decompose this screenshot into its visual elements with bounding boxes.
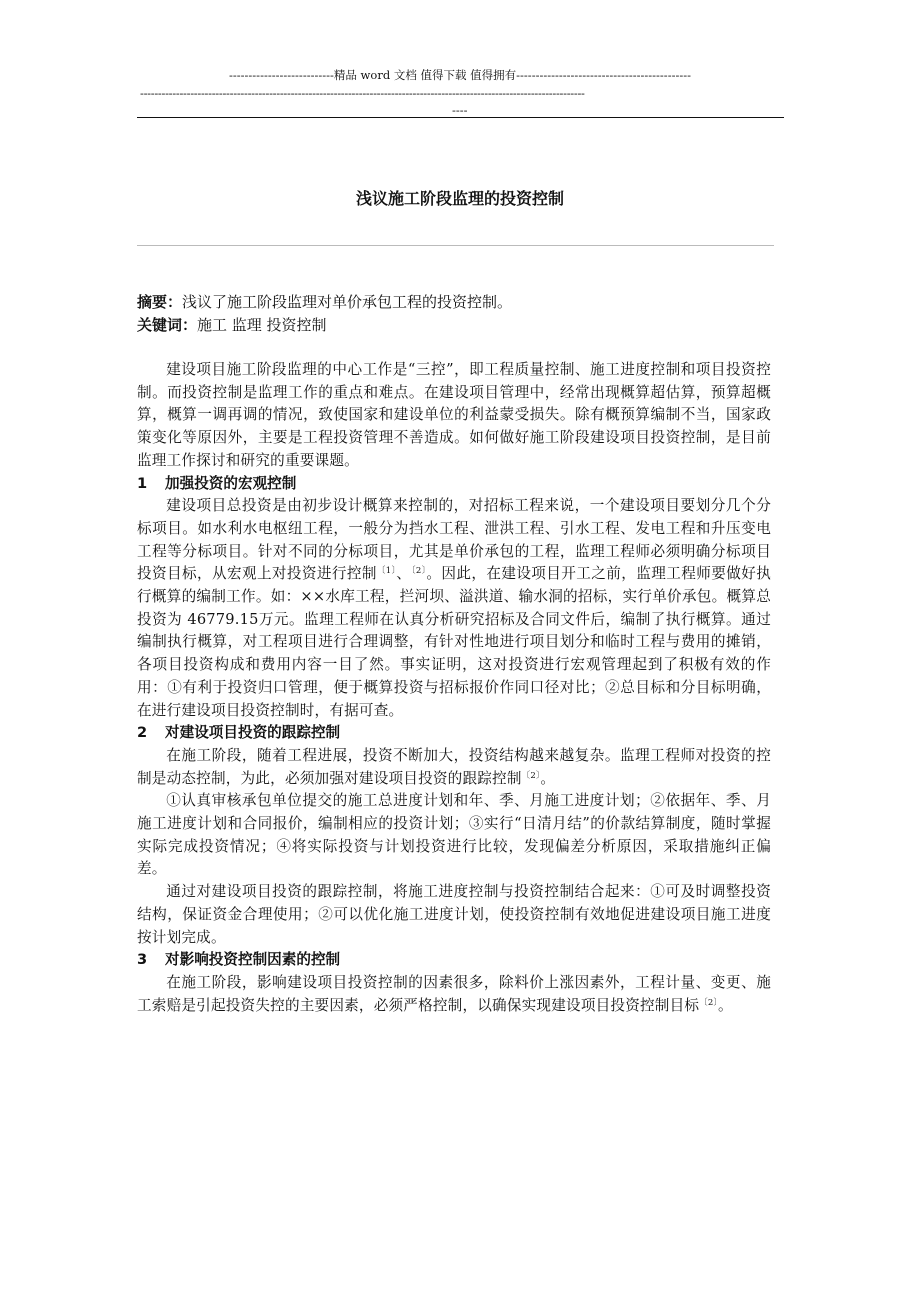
citation-separator: 、	[396, 565, 412, 583]
keywords-text: 施工 监理 投资控制	[197, 316, 327, 334]
keywords	[137, 314, 777, 336]
header-rule	[137, 117, 784, 118]
section-1-title: 加强投资的宏观控制	[165, 474, 297, 492]
section-1-text-a: 建设项目总投资是由初步设计概算来控制的，对招标工程来说，一个建设项目要划分几个分标项目。如水利水电枢纽工程，一般分为挡水工程、泄洪工程、引水工程、发电工程和升压变电工程等分标项目。针对不同的分标项目，尤其是单价承包的工程，监理工程师必须明确分标项目投资目标，从宏观上对投资进行控制	[137, 497, 771, 583]
intro-paragraph: 建设项目施工阶段监理的中心工作是“三控”，即工程质量控制、施工进度控制和项目投资控制。而投资控制是监理工作的重点和难点。在建设项目管理中，经常出现概算超估算，预算超概算，概算一调再调的情况，致使国家和建设单位的利益蒙受损失。除有概预算编制不当，国家政策变化等原因外，主要是工程投资管理不善造成。如何做好施工阶段建设项目投资控制，是目前监理工作探讨和研究的重要课题。	[137, 361, 771, 469]
section-3-text: 在施工阶段，影响建设项目投资控制的因素很多，除料价上涨因素外，工程计量、变更、施工索赔是引起投资失控的主要因素，必须严格控制，以确保实现建设项目投资控制目标	[137, 973, 771, 1014]
page-header-dash-tail: ----	[452, 103, 468, 117]
section-3-title: 对影响投资控制因素的控制	[165, 951, 341, 969]
abstract-label: 摘要：	[137, 293, 183, 311]
section-2-paragraph-1	[137, 745, 771, 790]
section-2-paragraph-2: ①认真审核承包单位提交的施工总进度计划和年、季、月施工进度计划；②依据年、季、月施工进度计划和合同报价，编制相应的投资计划；③实行“日清月结”的价款结算制度，随时掌握实际完成投资情况；④将实际投资与计划投资进行比较，发现偏差分析原因，采取措施纠正偏差。	[137, 792, 771, 878]
section-2-paragraph-3: 通过对建设项目投资的跟踪控制，将施工进度控制与投资控制结合起来：①可及时调整投资结构，保证资金合理使用；②可以优化施工进度计划，使投资控制有效地促进建设项目施工进度按计划完成。	[137, 883, 771, 946]
page-header-banner: ---------------------------精品 word 文档 值得下载 值得拥有---------------------------------------------	[228, 68, 692, 82]
section-1-number: 1	[137, 474, 148, 492]
abstract	[137, 291, 777, 313]
section-2-number: 2	[137, 724, 148, 742]
citation-1: 〔1〕	[376, 566, 397, 577]
section-1-heading	[137, 473, 771, 496]
section-3-heading	[137, 949, 771, 972]
citation-2: 〔2〕	[411, 566, 427, 577]
citation-2: 〔2〕	[699, 997, 718, 1008]
section-2-end: 。	[540, 769, 556, 787]
section-2-heading	[137, 722, 771, 745]
abstract-text: 浅议了施工阶段监理对单价承包工程的投资控制。	[182, 293, 513, 311]
article-body	[137, 359, 771, 1017]
page-header-dash-line: ----------------------------------------------------------------------------------------------------------------------------	[140, 86, 585, 100]
section-3-paragraph	[137, 972, 771, 1017]
section-2-title: 对建设项目投资的跟踪控制	[165, 724, 341, 742]
section-1-paragraph	[137, 495, 771, 722]
citation-2: 〔2〕	[521, 770, 541, 781]
title-divider	[137, 245, 774, 246]
section-3-number: 3	[137, 951, 148, 969]
section-1-text-b: 。因此，在建设项目开工之前，监理工程师要做好执行概算的编制工作。如：××水库工程，拦河坝、溢洪道、输水洞的招标，实行单价承包。概算总投资为 46779.15万元。监理工程师在认真分析研究招标及合同文件后，编制了执行概算。通过编制执行概算，对工程项目进行合理调整，有针对性地进行项目划分和临时工程与费用的摊销，各项目投资构成和费用内容一目了然。事实证明，这对投资进行宏观管理起到了积极有效的作用：①有利于投资归口管理，便于概算投资与招标报价作同口径对比；②总目标和分目标明确，在进行建设项目投资控制时，有据可查。	[137, 565, 771, 719]
document-title: 浅议施工阶段监理的投资控制	[355, 189, 564, 208]
keywords-label: 关键词：	[137, 316, 198, 334]
section-2-text: 在施工阶段，随着工程进展，投资不断加大，投资结构越来越复杂。监理工程师对投资的控制是动态控制，为此，必须加强对建设项目投资的跟踪控制	[137, 746, 771, 787]
section-3-end: 。	[717, 996, 733, 1014]
